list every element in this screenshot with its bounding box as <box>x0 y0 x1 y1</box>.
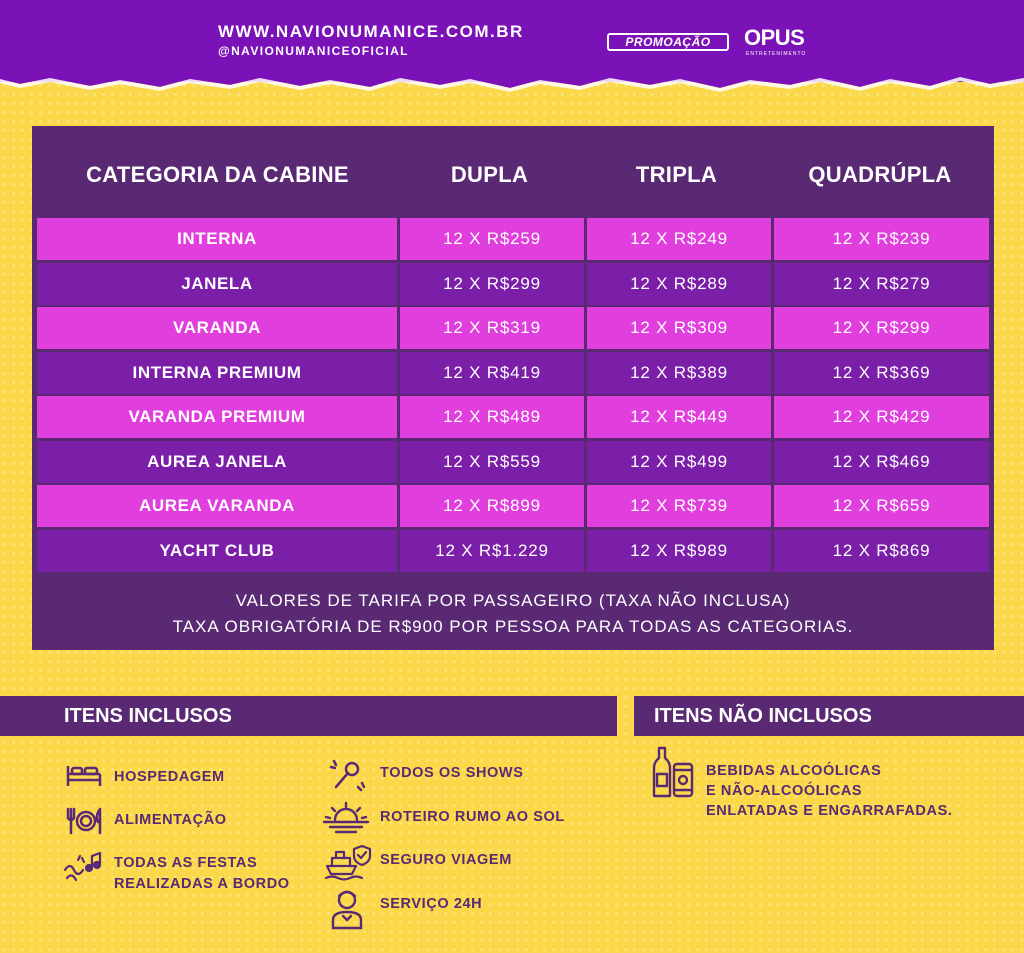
item-roteiro: ROTEIRO RUMO AO SOL <box>380 809 565 825</box>
cell-category: YACHT CLUB <box>37 530 397 572</box>
cell-category: AUREA JANELA <box>37 441 397 483</box>
cell-dupla: 12 X R$899 <box>400 485 584 527</box>
bottle-can-icon <box>650 746 696 800</box>
cell-tripla: 12 X R$739 <box>587 485 771 527</box>
microphone-icon <box>328 757 368 793</box>
cell-dupla: 12 X R$419 <box>400 352 584 394</box>
table-row <box>37 218 989 260</box>
cell-quadrupla: 12 X R$369 <box>774 352 989 394</box>
cell-category: AUREA VARANDA <box>37 485 397 527</box>
opus-logo-subtitle: ENTRETENIMENTO <box>746 51 807 57</box>
not-included-line-1: BEBIDAS ALCOÓLICAS <box>706 763 882 779</box>
cell-category: VARANDA <box>37 307 397 349</box>
cell-category: VARANDA PREMIUM <box>37 396 397 438</box>
item-alimentacao: ALIMENTAÇÃO <box>114 812 227 828</box>
cell-dupla: 12 X R$489 <box>400 396 584 438</box>
bed-icon <box>64 762 104 790</box>
cell-tripla: 12 X R$249 <box>587 218 771 260</box>
ship-shield-icon <box>324 842 372 882</box>
torn-paper-edge <box>0 68 1024 94</box>
sunset-icon <box>322 800 370 834</box>
item-hospedagem: HOSPEDAGEM <box>114 769 225 785</box>
item-shows: TODOS OS SHOWS <box>380 765 524 781</box>
promo-logo: PROMOAÇÃO <box>607 33 729 51</box>
table-row <box>37 485 989 527</box>
header-category: CATEGORIA DA CABINE <box>86 162 349 187</box>
footnote-fare: VALORES DE TARIFA POR PASSAGEIRO (TAXA NÃO INCLUSA) <box>235 591 791 610</box>
social-handle[interactable]: @NAVIONUMANICEOFICIAL <box>218 44 409 58</box>
pricing-table <box>32 126 994 650</box>
item-festas-line-1: TODAS AS FESTAS <box>114 855 258 871</box>
cell-quadrupla: 12 X R$869 <box>774 530 989 572</box>
table-row <box>37 441 989 483</box>
table-row <box>37 352 989 394</box>
cell-dupla: 12 X R$1.229 <box>400 530 584 572</box>
cell-tripla: 12 X R$499 <box>587 441 771 483</box>
not-included-title: ITENS NÃO INCLUSOS <box>634 696 1024 736</box>
cell-category: INTERNA PREMIUM <box>37 352 397 394</box>
cell-dupla: 12 X R$559 <box>400 441 584 483</box>
cell-tripla: 12 X R$989 <box>587 530 771 572</box>
table-row <box>37 396 989 438</box>
plate-cutlery-icon <box>64 806 104 836</box>
table-row <box>37 263 989 305</box>
header-quadrupla: QUADRÚPLA <box>808 162 952 187</box>
item-servico: SERVIÇO 24H <box>380 896 483 912</box>
not-included-line-3: ENLATADAS E ENGARRAFADAS. <box>706 803 953 819</box>
party-music-icon <box>62 850 106 886</box>
cell-dupla: 12 X R$259 <box>400 218 584 260</box>
staff-person-icon <box>330 886 364 930</box>
cell-tripla: 12 X R$449 <box>587 396 771 438</box>
table-row <box>37 530 989 572</box>
cell-tripla: 12 X R$309 <box>587 307 771 349</box>
table-row <box>37 307 989 349</box>
cell-category: JANELA <box>37 263 397 305</box>
opus-logo: OPUS <box>744 25 805 50</box>
header-dupla: DUPLA <box>450 162 529 187</box>
cell-quadrupla: 12 X R$659 <box>774 485 989 527</box>
header-tripla: TRIPLA <box>635 162 718 187</box>
cell-dupla: 12 X R$299 <box>400 263 584 305</box>
included-title: ITENS INCLUSOS <box>0 696 617 736</box>
cell-tripla: 12 X R$289 <box>587 263 771 305</box>
cell-quadrupla: 12 X R$299 <box>774 307 989 349</box>
cell-quadrupla: 12 X R$279 <box>774 263 989 305</box>
item-seguro: SEGURO VIAGEM <box>380 852 512 868</box>
cell-quadrupla: 12 X R$239 <box>774 218 989 260</box>
cell-tripla: 12 X R$389 <box>587 352 771 394</box>
not-included-line-2: E NÃO-ALCOÓLICAS <box>706 783 863 799</box>
item-festas-line-2: REALIZADAS A BORDO <box>114 876 290 892</box>
cell-quadrupla: 12 X R$469 <box>774 441 989 483</box>
cell-quadrupla: 12 X R$429 <box>774 396 989 438</box>
cell-category: INTERNA <box>37 218 397 260</box>
cell-dupla: 12 X R$319 <box>400 307 584 349</box>
table-header <box>32 126 994 218</box>
site-url[interactable]: WWW.NAVIONUMANICE.COM.BR <box>218 22 524 41</box>
footnote-tax: TAXA OBRIGATÓRIA DE R$900 POR PESSOA PARA TODAS AS CATEGORIAS. <box>172 617 854 636</box>
